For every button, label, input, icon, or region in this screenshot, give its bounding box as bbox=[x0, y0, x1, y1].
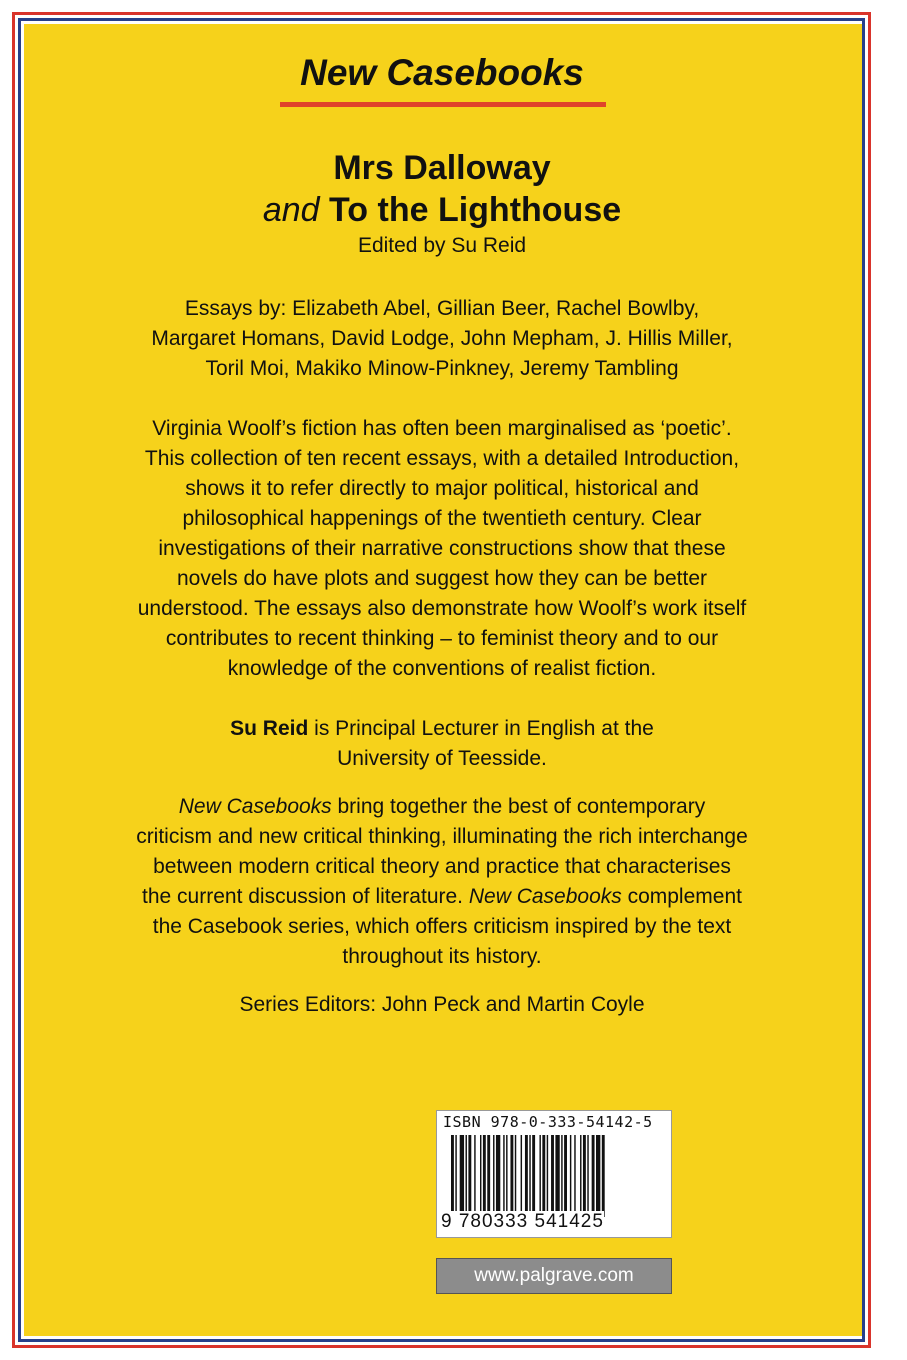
blurb-line: Virginia Woolf’s fiction has often been marginalised as ‘poetic’. bbox=[152, 417, 732, 440]
blurb-line: investigations of their narrative constructions show that these bbox=[158, 537, 726, 560]
blurb-line: shows it to refer directly to major political, historical and bbox=[185, 477, 699, 500]
series-name-italic: New Casebooks bbox=[468, 885, 622, 908]
series-blurb-line: throughout its history. bbox=[342, 945, 542, 968]
book-title-line2 bbox=[0, 190, 884, 230]
essays-line: Margaret Homans, David Lodge, John Mepham, J. Hillis Miller, bbox=[151, 327, 733, 350]
blurb-line: This collection of ten recent essays, with a detailed Introduction, bbox=[144, 447, 740, 470]
title-and: and bbox=[262, 191, 320, 229]
isbn-label: ISBN 978-0-333-54142-5 bbox=[443, 1113, 653, 1131]
book-title-line1: Mrs Dalloway bbox=[333, 149, 551, 187]
series-blurb-line: between modern critical theory and practice that characterises bbox=[153, 855, 731, 878]
essays-list bbox=[60, 294, 824, 384]
series-blurb bbox=[60, 792, 824, 972]
blurb-line: contributes to recent thinking – to feminist theory and to our bbox=[165, 627, 719, 650]
blurb-line: knowledge of the conventions of realist fiction. bbox=[227, 657, 657, 680]
series-name-italic: New Casebooks bbox=[178, 795, 332, 818]
series-underline bbox=[280, 102, 606, 107]
series-blurb-text: bring together the best of contemporary bbox=[331, 795, 706, 818]
blurb-line: understood. The essays also demonstrate how Woolf’s work itself bbox=[137, 597, 747, 620]
blurb-line: philosophical happenings of the twentieth century. Clear bbox=[182, 507, 702, 530]
blurb bbox=[60, 414, 824, 684]
barcode-bars bbox=[451, 1135, 661, 1217]
editor-credit: Edited by Su Reid bbox=[357, 234, 527, 257]
author-bio-text: is Principal Lecturer in English at the bbox=[308, 717, 654, 740]
series-blurb-text: the current discussion of literature. bbox=[142, 885, 469, 908]
publisher-website[interactable]: www.palgrave.com bbox=[436, 1258, 672, 1294]
author-name: Su Reid bbox=[230, 717, 309, 740]
author-bio-line2: University of Teesside. bbox=[337, 747, 547, 770]
essays-line: Essays by: Elizabeth Abel, Gillian Beer, Rachel Bowlby, bbox=[184, 297, 700, 320]
series-blurb-text: complement bbox=[621, 885, 742, 908]
title-lighthouse: To the Lighthouse bbox=[329, 191, 622, 229]
isbn-barcode bbox=[436, 1110, 672, 1238]
series-name: New Casebooks bbox=[300, 52, 584, 93]
series-editors: Series Editors: John Peck and Martin Coyle bbox=[239, 993, 645, 1016]
author-bio bbox=[60, 714, 824, 774]
series-blurb-line: criticism and new critical thinking, illuminating the rich interchange bbox=[136, 825, 748, 848]
barcode-digits: 9 780333 541425 bbox=[441, 1211, 604, 1232]
essays-line: Toril Moi, Makiko Minow-Pinkney, Jeremy Tambling bbox=[205, 357, 679, 380]
blurb-line: novels do have plots and suggest how they can be better bbox=[176, 567, 708, 590]
series-blurb-line: the Casebook series, which offers criticism inspired by the text bbox=[152, 915, 732, 938]
